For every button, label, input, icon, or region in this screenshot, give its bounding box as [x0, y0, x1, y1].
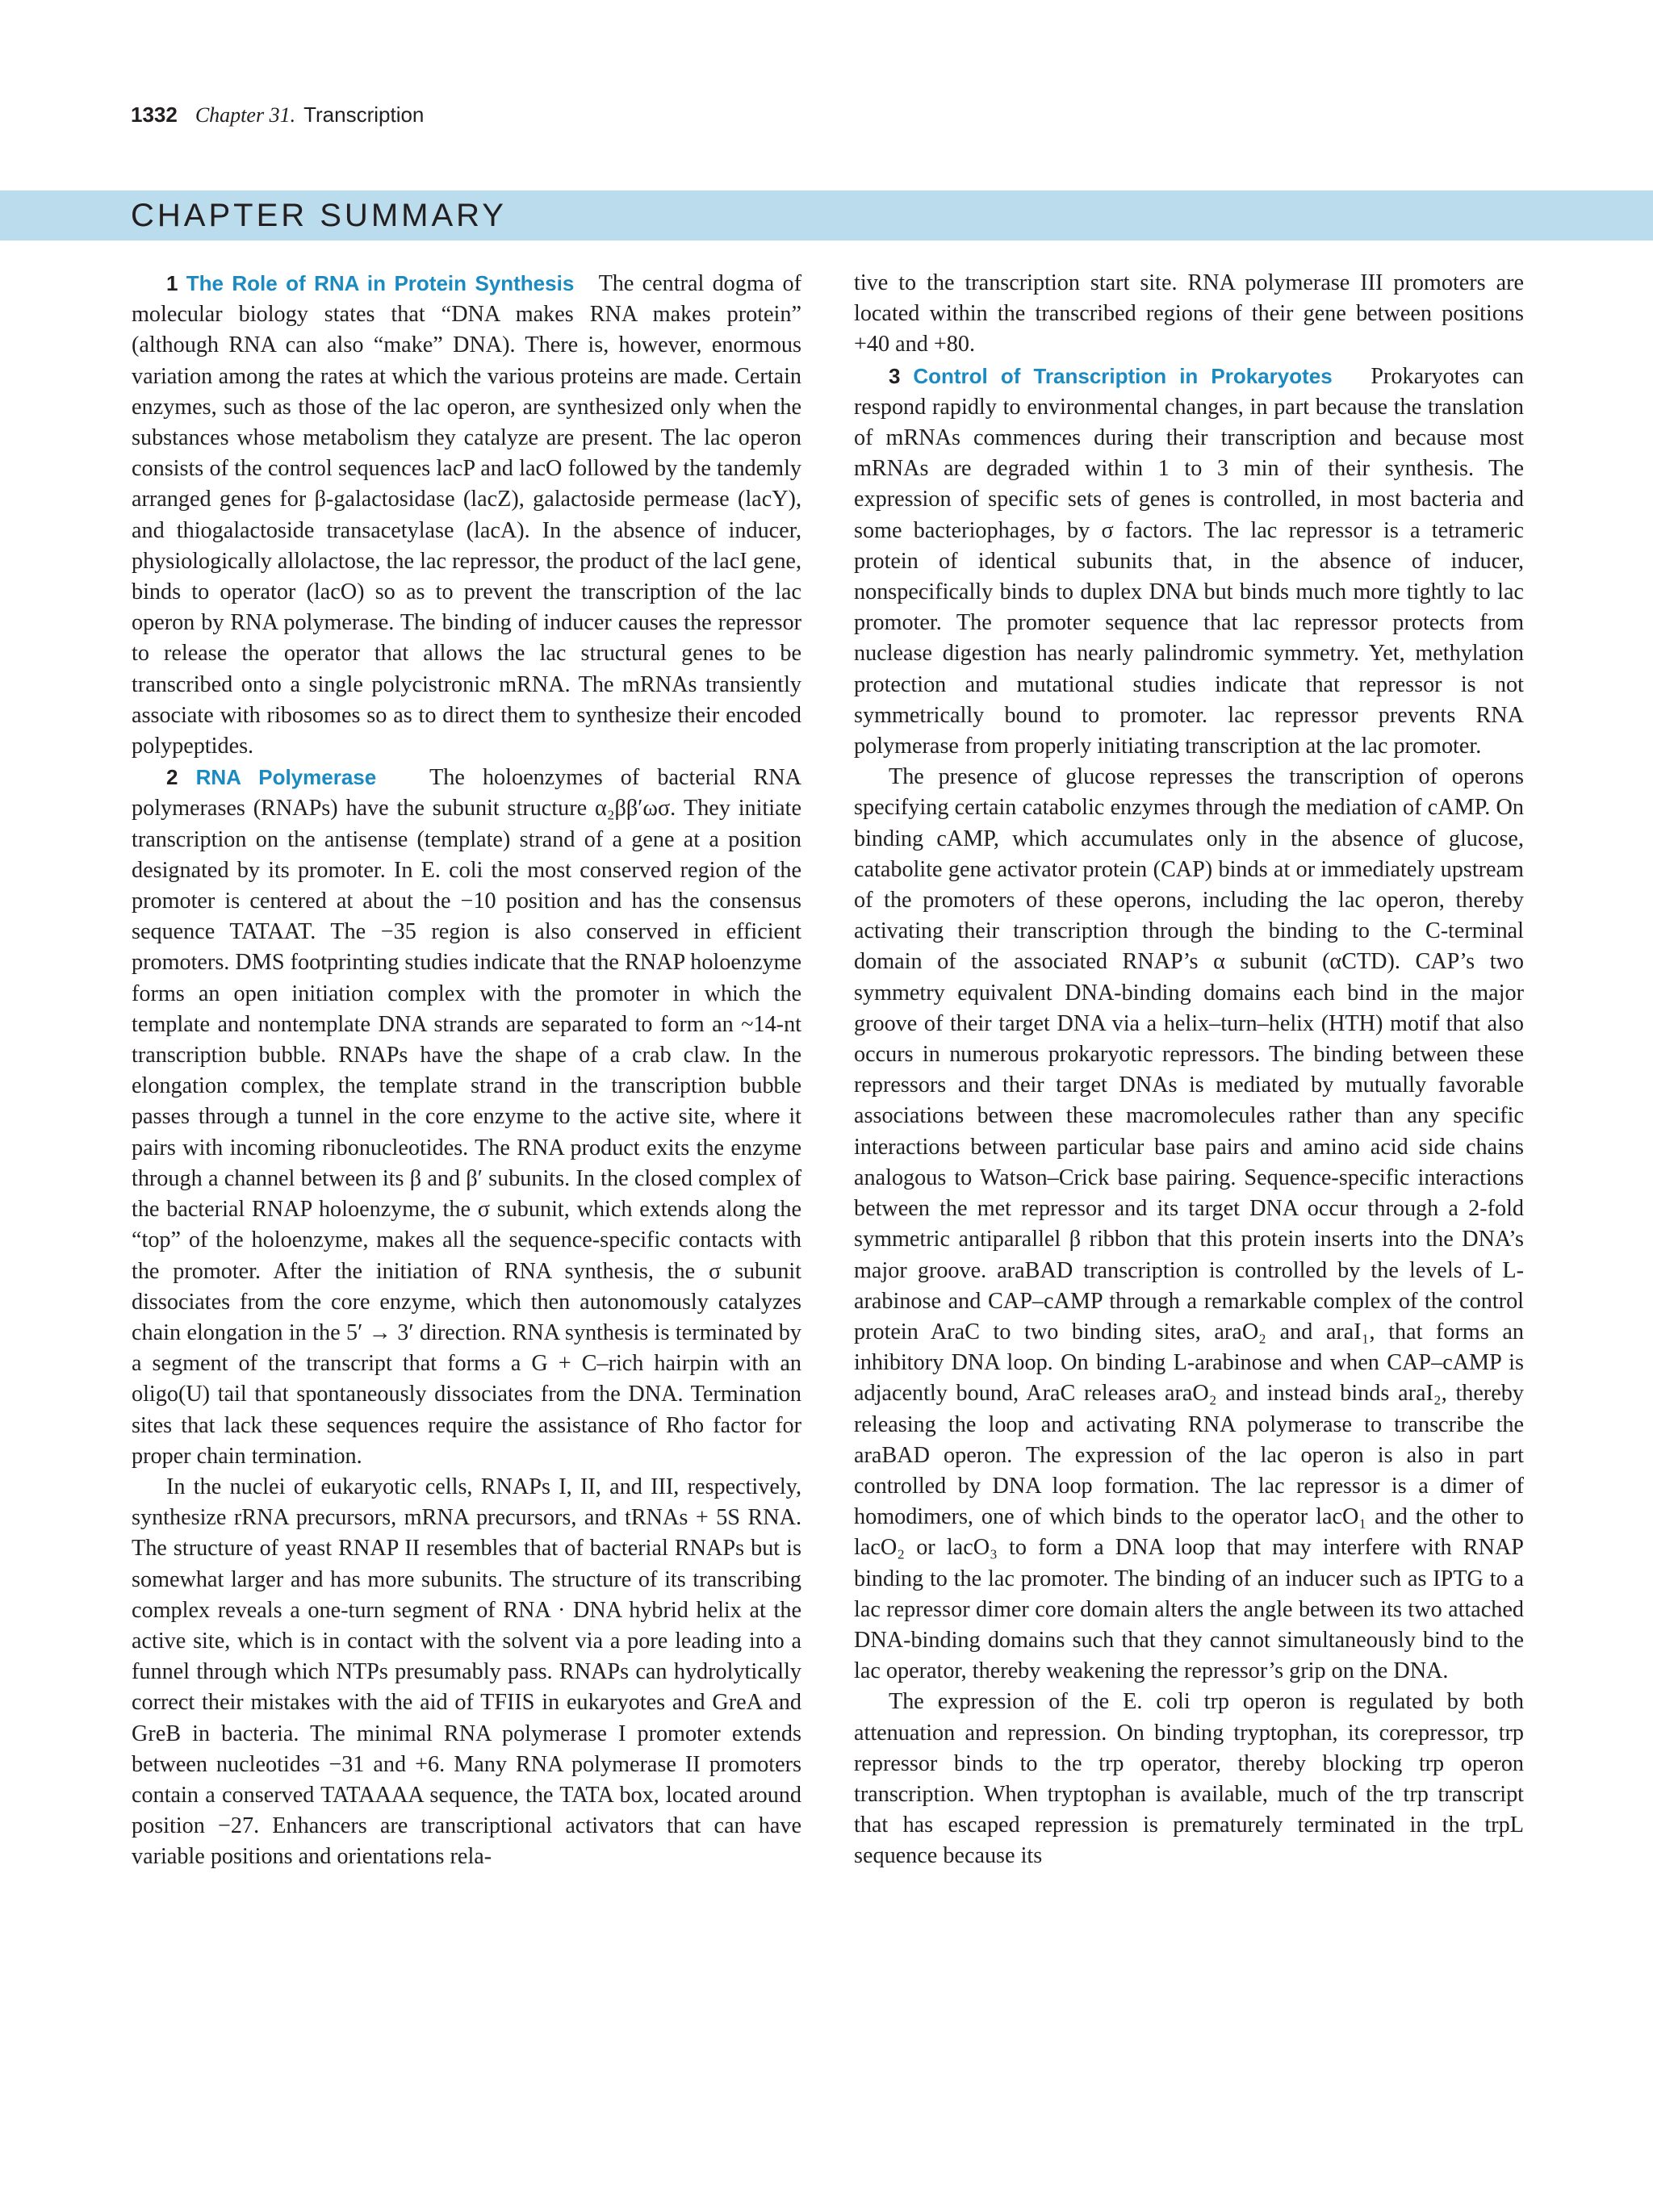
chapter-title: Transcription — [303, 102, 425, 127]
section-number: 1 — [166, 271, 178, 295]
paragraph-glucose-repression — [854, 762, 1524, 1687]
paragraph-role-of-rna — [132, 268, 801, 762]
paragraph-text: The presence of glucose represses the transcription of operons specifying certain catabolic enzymes through the mediation of cAMP. On binding cAMP, which accumulates only in the absence of glucose, catabolite gene activator protein (CAP) binds at or immediately upstream of the promoters of these operons, including the lac operon, thereby activating their transcription through the binding to the C-terminal domain of the associated RNAP’s α subunit (αCTD). CAP’s two symmetry equivalent DNA-binding domains each bind in the major groove of their target DNA via a helix–turn–helix (HTH) motif that also occurs in numerous prokaryotic repressors. The binding between these repressors and their target DNAs is mediated by mutually favorable associations between these macromolecules rather than any specific interactions between particular base pairs and amino acid side chains analogous to Watson–Crick base pairing. Sequence-specific interactions between the met repressor and its target DNA occur through a 2-fold symmetric antiparallel β ribbon that this protein inserts into the DNA’s major groove. araBAD transcription is controlled by the levels of L-arabinose and CAP–cAMP through a remarkable complex of the control protein AraC to two binding sites, araO₂ and araI₁, that forms an inhibitory DNA loop. On binding L-arabinose and when CAP–cAMP is adjacently bound, AraC releases araO₂ and instead binds araI₂, thereby releasing the loop and activating RNA polymerase to transcribe the araBAD operon. The expression of the lac operon is also in part controlled by DNA loop formation. The lac repressor is a dimer of homodimers, one of which binds to the operator lacO₁ and the other to lacO₂ or lacO₃ to form a DNA loop that may interfere with RNAP binding to the lac promoter. The binding of an inducer such as IPTG to a lac repressor dimer core domain alters the angle between its two attached DNA-binding domains such that they cannot simultaneously bind to the lac operator, thereby weakening the repressor’s grip on the DNA. — [854, 764, 1524, 1684]
paragraph-continuation — [854, 268, 1524, 361]
section-number: 2 — [166, 765, 178, 790]
paragraph-eukaryotic-rnaps — [132, 1472, 801, 1873]
section-heading: RNA Polymerase — [195, 765, 377, 790]
paragraph-trp-operon — [854, 1687, 1524, 1871]
paragraph-rna-polymerase — [132, 762, 801, 1472]
right-column — [854, 268, 1524, 1872]
running-head — [131, 100, 424, 130]
paragraph-prokaryotic-control — [854, 361, 1524, 763]
chapter-label: Chapter 31. — [195, 103, 296, 127]
paragraph-text: tive to the transcription start site. RNA polymerase III promoters are located within the transcribed regions of their gene between positions +40 and +80. — [854, 270, 1524, 358]
paragraph-text: The holoenzymes of bacterial RNA polymerases (RNAPs) have the subunit structure α₂ββ′ωσ. They initiate transcription on the antisense (template) strand of a gene at a position designated by its promoter. In E. coli the most conserved region of the promoter is centered at about the −10 position and has the consensus sequence TATAAT. The −35 region is also conserved in efficient promoters. DMS footprinting studies indicate that the RNAP holoenzyme forms an open initiation complex with the promoter in which the template and nontemplate DNA strands are separated to form an ~14-nt transcription bubble. RNAPs have the shape of a crab claw. In the elongation complex, the template strand in the transcription bubble passes through a tunnel in the core enzyme to the active site, where it pairs with incoming ribonucleotides. The RNA product exits the enzyme through a channel between its β and β′ subunits. In the closed complex of the bacterial RNAP holoenzyme, the σ subunit, which extends along the “top” of the holoenzyme, makes all the sequence-specific contacts with the promoter. After the initiation of RNA synthesis, the σ subunit dissociates from the core enzyme, which then autonomously catalyzes chain elongation in the 5′ → 3′ direction. RNA synthesis is terminated by a segment of the transcript that forms a G + C–rich hairpin with an oligo(U) tail that spontaneously dissociates from the DNA. Termination sites that lack these sequences require the assistance of Rho factor for proper chain termination. — [132, 765, 802, 1469]
section-heading: The Role of RNA in Protein Synthesis — [186, 271, 575, 295]
section-number: 3 — [889, 363, 901, 388]
page-number: 1332 — [131, 102, 178, 127]
summary-band — [0, 190, 1653, 240]
section-heading: Control of Transcription in Prokaryotes — [913, 363, 1333, 388]
paragraph-text: Prokaryotes can respond rapidly to environmental changes, in part because the translation of mRNAs commences during their transcription and because most mRNAs are degraded within 1 to 3 min of their synthesis. The expression of specific sets of genes is controlled, in most bacteria and some bacteriophages, by σ factors. The lac repressor is a tetrameric protein of identical subunits that, in the absence of inducer, nonspecifically binds to duplex DNA but binds much more tightly to lac promoter. The promoter sequence that lac repressor protects from nuclease digestion has nearly palindromic symmetry. Yet, methylation protection and mutational studies indicate that repressor is not symmetrically bound to promoter. lac repressor prevents RNA polymerase from properly initiating transcription at the lac promoter. — [854, 363, 1525, 759]
paragraph-text: In the nuclei of eukaryotic cells, RNAPs I, II, and III, respectively, synthesize rRNA precursors, mRNA precursors, and tRNAs + 5S RNA. The structure of yeast RNAP II resembles that of bacterial RNAPs but is somewhat larger and has more subunits. The structure of its transcribing complex reveals a one-turn segment of RNA · DNA hybrid helix at the active site, which is in contact with the solvent via a pore leading into a funnel through which NTPs presumably pass. RNAPs can hydrolytically correct their mistakes with the aid of TFIIS in eukaryotes and GreA and GreB in bacteria. The minimal RNA polymerase I promoter extends between nucleotides −31 and +6. Many RNA polymerase II promoters contain a conserved TATAAAA sequence, the TATA box, located around position −27. Enhancers are transcriptional activators that can have variable positions and orientations rela- — [132, 1474, 801, 1870]
paragraph-text: The central dogma of molecular biology states that “DNA makes RNA makes protein” (although RNA can also “make” DNA). There is, however, enormous variation among the rates at which the various proteins are made. Certain enzymes, such as those of the lac operon, are synthesized only when the substances whose metabolism they catalyze are present. The lac operon consists of the control sequences lacP and lacO followed by the tandemly arranged genes for β-galactosidase (lacZ), galactoside permease (lacY), and thiogalactoside transacetylase (lacA). In the absence of inducer, physiologically allolactose, the lac repressor, the product of the lacI gene, binds to operator (lacO) so as to prevent the transcription of the lac operon by RNA polymerase. The binding of inducer causes the repressor to release the operator that allows the lac structural genes to be transcribed onto a single polycistronic mRNA. The mRNAs transiently associate with ribosomes so as to direct them to synthesize their encoded polypeptides. — [132, 271, 802, 759]
left-column — [132, 268, 801, 1873]
summary-title: CHAPTER SUMMARY — [131, 198, 507, 233]
paragraph-text: The expression of the E. coli trp operon is regulated by both attenuation and repression. On binding tryptophan, its corepressor, trp repressor binds to the trp operator, thereby blocking trp operon transcription. When tryptophan is available, much of the trp transcript that has escaped repression is prematurely terminated in the trpL sequence because its — [854, 1689, 1524, 1869]
